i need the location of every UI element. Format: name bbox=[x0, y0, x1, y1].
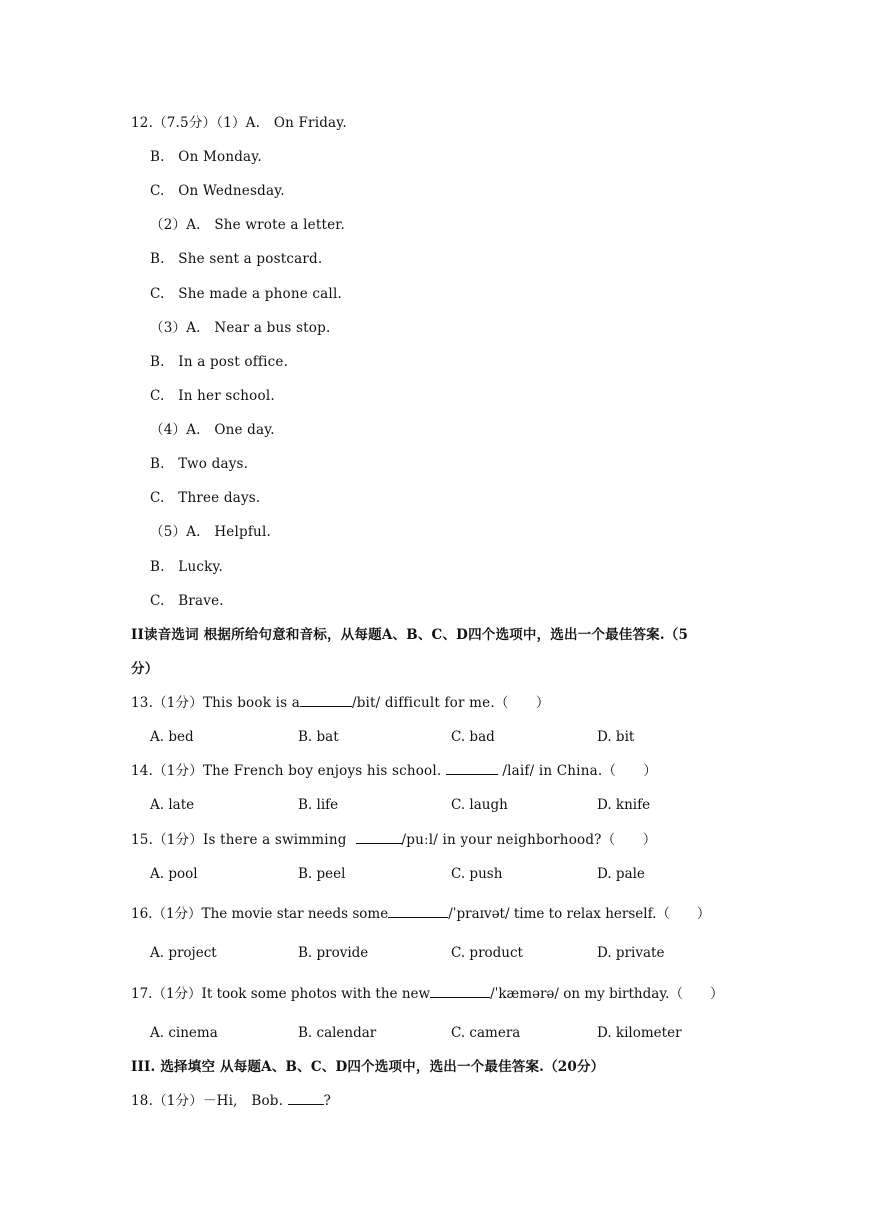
q12-line: C. On Wednesday. bbox=[150, 183, 285, 199]
q16-stem bbox=[131, 905, 710, 923]
q16-option-a: A. project bbox=[150, 945, 217, 961]
q12-line: （2）A. She wrote a letter. bbox=[150, 217, 345, 233]
q15-pre: 15.（1分）Is there a swimming bbox=[131, 832, 356, 848]
q12-head: 12.（7.5分）（1）A. On Friday. bbox=[131, 115, 347, 131]
q15-option-b: B. peel bbox=[298, 866, 346, 882]
q15-option-c: C. push bbox=[451, 866, 503, 882]
q16-blank bbox=[388, 905, 448, 918]
q14-pre: 14.（1分）The French boy enjoys his school. bbox=[131, 763, 446, 779]
q13-option-a: A. bed bbox=[150, 729, 194, 745]
q16-option-d: D. private bbox=[597, 945, 665, 961]
q17-option-a: A. cinema bbox=[150, 1025, 218, 1041]
q13-option-b: B. bat bbox=[298, 729, 339, 745]
q17-option-c: C. camera bbox=[451, 1025, 521, 1041]
q15-stem bbox=[131, 831, 656, 849]
q17-option-b: B. calendar bbox=[298, 1025, 377, 1041]
q12-line: C. In her school. bbox=[150, 388, 275, 404]
section-heading-2-cont: 分） bbox=[131, 661, 159, 677]
q12-line: B. On Monday. bbox=[150, 149, 262, 165]
q12-line: B. Two days. bbox=[150, 456, 249, 472]
q16-pre: 16.（1分）The movie star needs some bbox=[131, 906, 389, 922]
q14-option-d: D. knife bbox=[597, 797, 651, 813]
q17-post: /ˈkæmərə/ on my birthday.（ ） bbox=[490, 986, 724, 1002]
q13-option-d: D. bit bbox=[597, 729, 635, 745]
q12-line: C. Three days. bbox=[150, 490, 261, 506]
q12-line: C. Brave. bbox=[150, 593, 224, 609]
q14-stem bbox=[131, 762, 657, 780]
q18-stem bbox=[131, 1092, 331, 1110]
q14-option-b: B. life bbox=[298, 797, 339, 813]
q12-line: B. In a post office. bbox=[150, 354, 289, 370]
q13-pre: 13.（1分）This book is a bbox=[131, 695, 300, 711]
q13-blank bbox=[300, 694, 352, 707]
q14-blank bbox=[446, 762, 498, 775]
q17-option-d: D. kilometer bbox=[597, 1025, 682, 1041]
q15-option-a: A. pool bbox=[150, 866, 198, 882]
q16-post: /ˈpraɪvət/ time to relax herself.（ ） bbox=[448, 906, 711, 922]
q15-option-d: D. pale bbox=[597, 866, 645, 882]
q14-option-a: A. late bbox=[150, 797, 195, 813]
q15-blank bbox=[356, 831, 402, 844]
section-heading-2: II读音选词 根据所给句意和音标，从每题A、B、C、D四个选项中，选出一个最佳答案.（5 bbox=[131, 627, 689, 643]
q17-stem bbox=[131, 985, 723, 1003]
q12-line: B. She sent a postcard. bbox=[150, 251, 323, 267]
q14-post: /laif/ in China.（ ） bbox=[497, 763, 658, 779]
q12-line: （3）A. Near a bus stop. bbox=[150, 320, 331, 336]
q13-option-c: C. bad bbox=[451, 729, 495, 745]
q17-pre: 17.（1分）It took some photos with the new bbox=[131, 986, 431, 1002]
q13-post: /bit/ difficult for me.（ ） bbox=[351, 695, 550, 711]
q15-post: /puːl/ in your neighborhood?（ ） bbox=[401, 832, 657, 848]
q12-line: （5）A. Helpful. bbox=[150, 524, 271, 540]
q17-blank bbox=[430, 985, 490, 998]
q12-line: B. Lucky. bbox=[150, 559, 224, 575]
q12-line: （4）A. One day. bbox=[150, 422, 275, 438]
q12-line: C. She made a phone call. bbox=[150, 286, 342, 302]
q16-option-c: C. product bbox=[451, 945, 523, 961]
q18-post: ? bbox=[323, 1093, 332, 1109]
q13-stem bbox=[131, 694, 550, 712]
q16-option-b: B. provide bbox=[298, 945, 369, 961]
q14-option-c: C. laugh bbox=[451, 797, 508, 813]
q18-blank bbox=[288, 1092, 324, 1105]
q18-pre: 18.（1分）－Hi, Bob. bbox=[131, 1093, 288, 1109]
section-heading-3: III. 选择填空 从每题A、B、C、D四个选项中，选出一个最佳答案.（20分） bbox=[131, 1059, 605, 1075]
